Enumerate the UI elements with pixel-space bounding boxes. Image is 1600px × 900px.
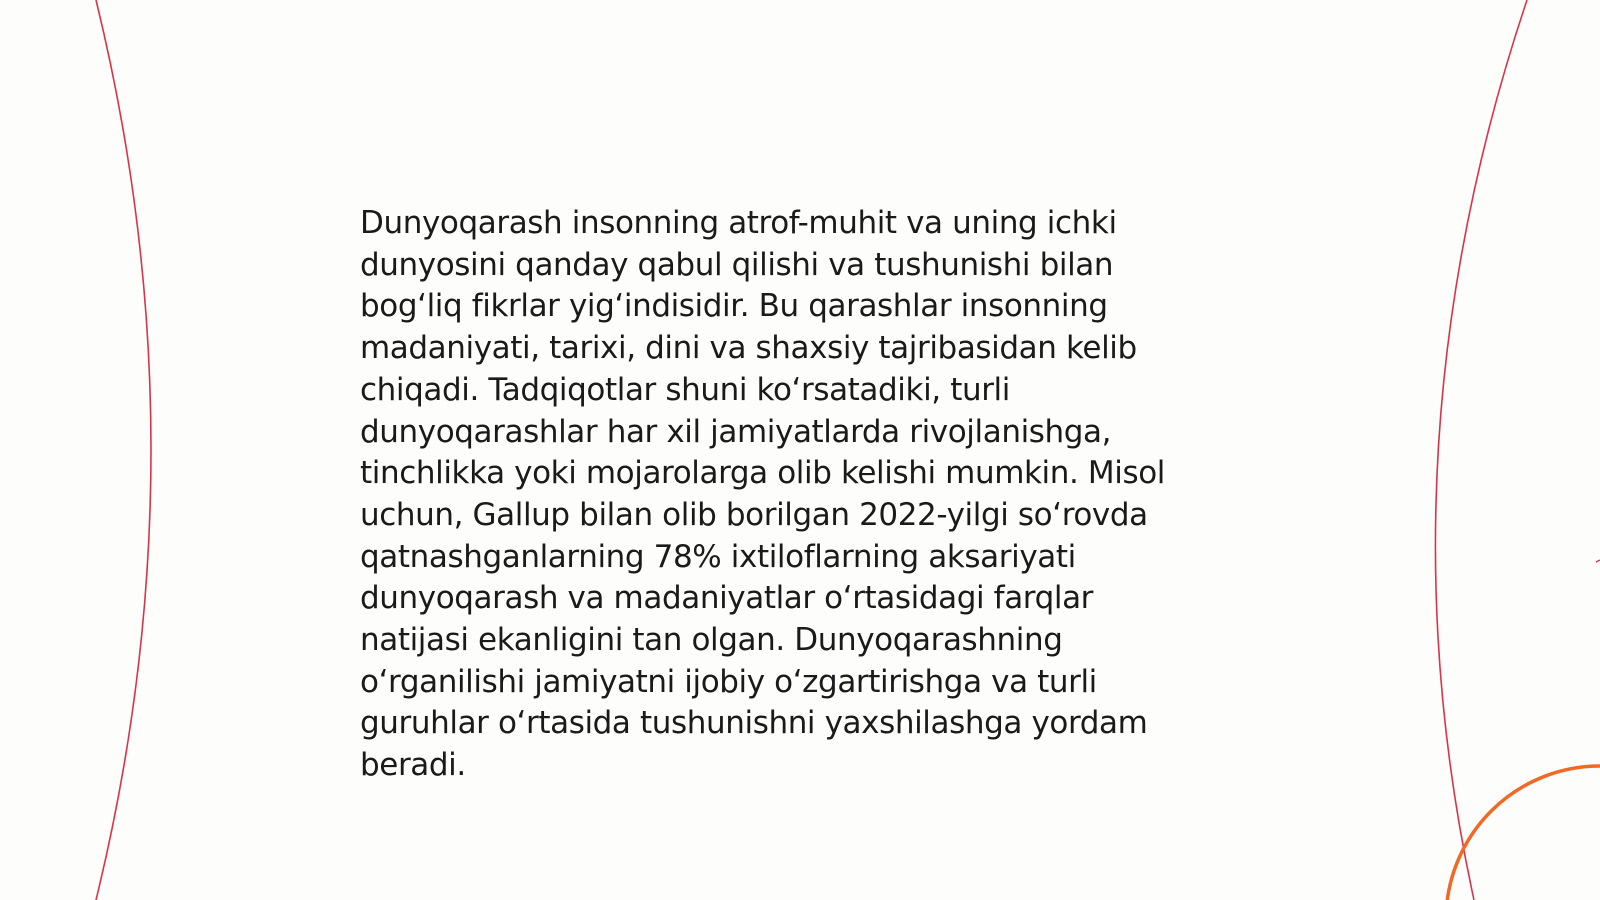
right-edge-tick xyxy=(1596,560,1600,562)
right-decorative-curve xyxy=(1435,0,1527,900)
body-paragraph: Dunyoqarash insonning atrof-muhit va uning ichki dunyosini qanday qabul qilishi va tushunishi bilan bog‘liq fikrlar yig‘indisidir. Bu qarashlar insonning madaniyati, tarixi, dini va shaxsiy tajribasidan kelib chiqadi. Tadqiqotlar shuni ko‘rsatadiki, turli dunyoqarashlar har xil jamiyatlarda rivojlanishga, tinchlikka yoki mojarolarga olib kelishi mumkin. Misol uchun, Gallup bilan olib borilgan 2022-yilgi so‘rovda qatnashganlarning 78% ixtiloflarning aksariyati dunyoqarash va madaniyatlar o‘rtasidagi farqlar natijasi ekanligini tan olgan. Dunyoqarashning o‘rganilishi jamiyatni ijobiy o‘zgartirishga va turli guruhlar o‘rtasida tushunishni yaxshilashga yordam beradi. xyxy=(360,205,1166,784)
left-decorative-curve xyxy=(96,0,151,900)
orange-decorative-arc xyxy=(1446,766,1600,900)
